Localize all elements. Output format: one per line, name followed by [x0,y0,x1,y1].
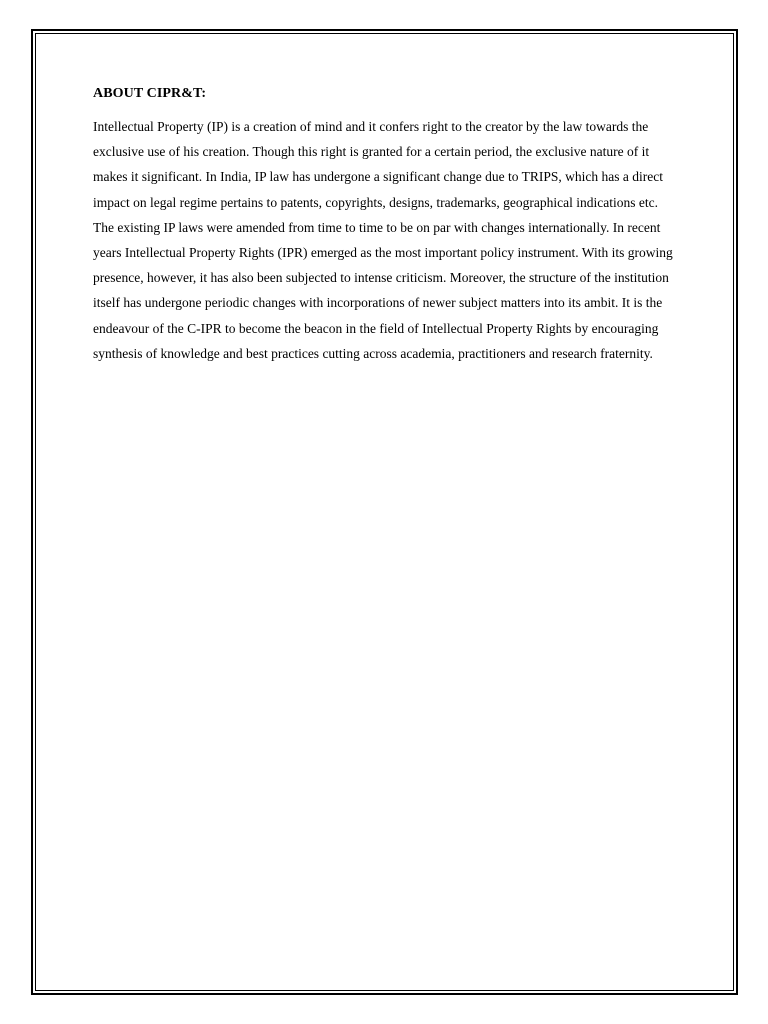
document-content [93,86,677,366]
body-paragraph: Intellectual Property (IP) is a creation of mind and it confers right to the creator by the law towards the exclusive use of his creation. Though this right is granted for a certain period, the exclusive nature of it makes it significant. In India, IP law has undergone a significant change due to TRIPS, which has a direct impact on legal regime pertains to patents, copyrights, designs, trademarks, geographical indications etc. The existing IP laws were amended from time to time to be on par with changes internationally. In recent years Intellectual Property Rights (IPR) emerged as the most important policy instrument. With its growing presence, however, it has also been subjected to intense criticism. Moreover, the structure of the institution itself has undergone periodic changes with incorporations of newer subject matters into its ambit. It is the endeavour of the C-IPR to become the beacon in the field of Intellectual Property Rights by encouraging synthesis of knowledge and best practices cutting across academia, practitioners and research fraternity. [93,119,673,361]
section-heading: ABOUT CIPR&T: [93,86,207,101]
